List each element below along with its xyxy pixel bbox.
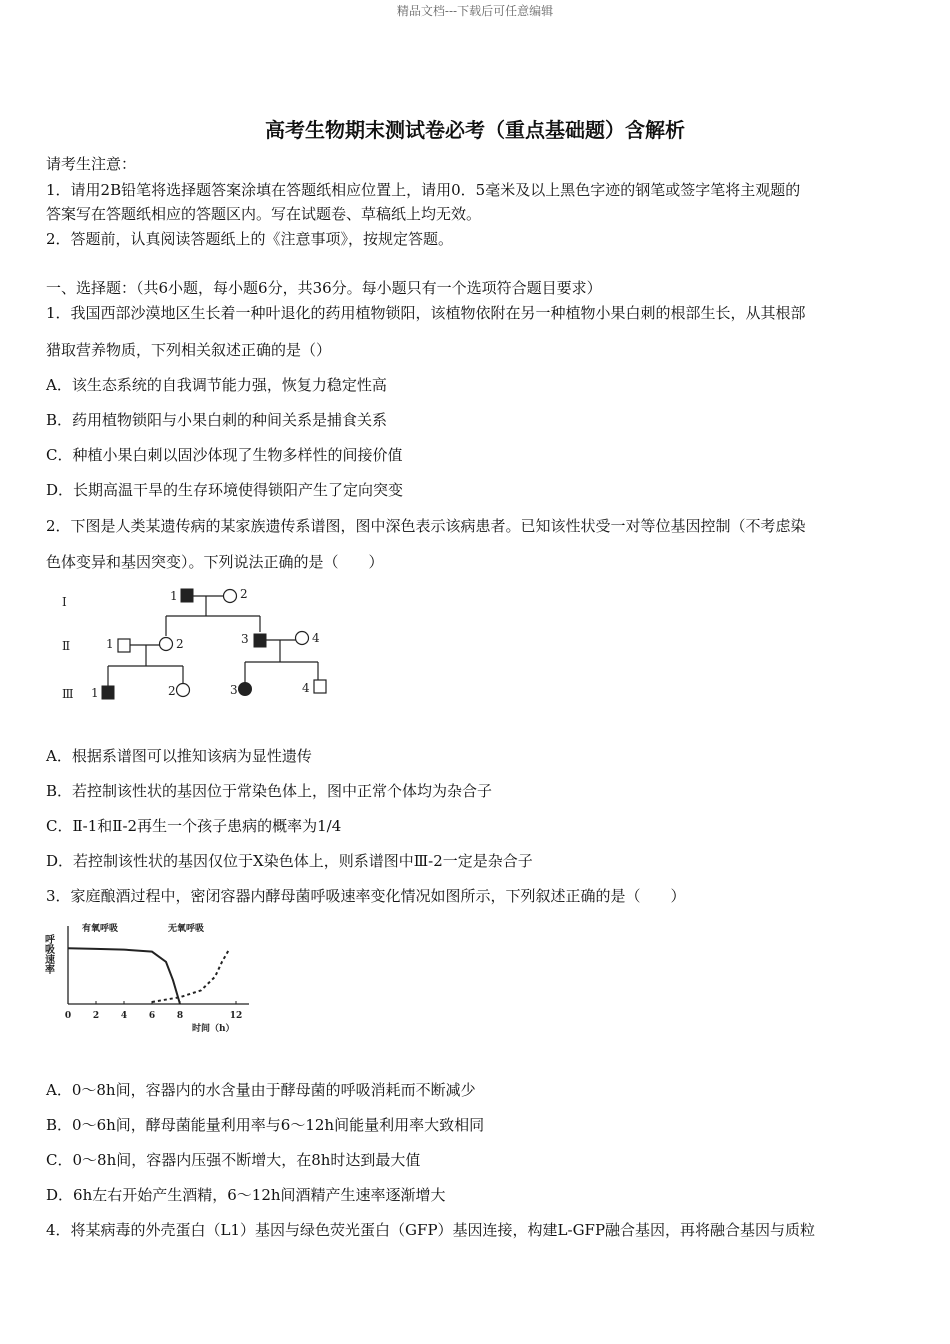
individual-III-4 [314,680,326,693]
q3-option-b: B．0～6h间，酵母菌能量利用率与6～12h间能量利用率大致相同 [46,1116,485,1134]
notice-line-1b: 答案写在答题纸相应的答题区内。写在试题卷、草稿纸上均无效。 [46,205,482,223]
individual-I-1 [181,589,193,602]
x-tick-label: 6 [148,1011,156,1021]
legend-aerobic: 有氧呼吸 [82,924,119,934]
label-III-4: 4 [302,681,310,695]
label-III-1: 1 [91,686,99,700]
gen-label-I: Ⅰ [62,595,67,609]
notice-line-1a: 1．请用2B铅笔将选择题答案涂填在答题纸相应位置上，请用0．5毫米及以上黑色字迹的钢笔或签字笔将主观题的 [46,181,801,199]
label-II-1: 1 [106,637,114,651]
label-I-2: 2 [240,587,248,601]
q1-option-b: B．药用植物锁阳与小果白刺的种间关系是捕食关系 [46,411,388,429]
individual-I-2 [224,590,237,603]
q1-stem-a: 1．我国西部沙漠地区生长着一种叶退化的药用植物锁阳，该植物依附在另一种植物小果白刺的根部生长，从其根部 [46,304,806,322]
q3-option-c: C．0～8h间，容器内压强不断增大，在8h时达到最大值 [46,1151,421,1169]
label-III-2: 2 [168,684,176,698]
q2-stem-a: 2．下图是人类某遗传病的某家族遗传系谱图，图中深色表示该病患者。已知该性状受一对等位基因控制（不考虑染 [46,517,806,535]
q1-option-c: C．种植小果白刺以固沙体现了生物多样性的间接价值 [46,446,403,464]
legend-anaerobic: 无氧呼吸 [168,924,205,934]
individual-II-3 [254,634,266,647]
document-title: 高考生物期末测试卷必考（重点基础题）含解析 [265,118,685,142]
individual-II-2 [160,638,173,651]
gen-label-II: Ⅱ [62,639,71,653]
y-axis-label: 呼吸速率 [42,934,54,974]
notice-line-2: 2．答题前，认真阅读答题纸上的《注意事项》，按规定答题。 [46,230,454,248]
page-header: 精品文档---下载后可任意编辑 [396,4,554,18]
x-tick-label: 2 [92,1011,100,1021]
section-heading: 一、选择题：（共6小题，每小题6分，共36分。每小题只有一个选项符合题目要求） [46,279,602,297]
label-II-2: 2 [176,637,184,651]
label-I-1: 1 [170,589,178,603]
x-tick-label: 12 [229,1011,243,1021]
label-II-3: 3 [241,632,249,646]
series-aerobic-line [68,948,180,1004]
q2-option-a: A．根据系谱图可以推知该病为显性遗传 [46,747,312,765]
series-anaerobic-line [152,950,229,1002]
q2-stem-b: 色体变异和基因突变）。下列说法正确的是（ ） [46,553,384,571]
q1-option-a: A．该生态系统的自我调节能力强，恢复力稳定性高 [46,376,387,394]
q4-stem: 4．将某病毒的外壳蛋白（L1）基因与绿色荧光蛋白（GFP）基因连接，构建L-GFP融合基因，再将融合基因与质粒 [46,1221,816,1239]
q2-option-c: C．Ⅱ-1和Ⅱ-2再生一个孩子患病的概率为1/4 [46,817,342,835]
notice-heading: 请考生注意： [46,155,137,173]
individual-II-4 [296,632,309,645]
gen-label-III: Ⅲ [62,687,74,701]
x-tick-label: 0 [64,1011,72,1021]
x-tick-label: 8 [176,1011,184,1021]
q3-option-a: A．0～8h间，容器内的水含量由于酵母菌的呼吸消耗而不断减少 [46,1081,476,1099]
q3-stem: 3．家庭酿酒过程中，密闭容器内酵母菌呼吸速率变化情况如图所示，下列叙述正确的是（ ） [46,887,686,905]
label-II-4: 4 [312,631,320,645]
individual-III-1 [102,686,114,699]
q3-option-d: D．6h左右开始产生酒精，6～12h间酒精产生速率逐渐增大 [46,1186,446,1204]
q1-option-d: D．长期高温干旱的生存环境使得锁阳产生了定向突变 [46,481,404,499]
pedigree-chart [50,580,350,710]
x-tick-label: 4 [120,1011,128,1021]
individual-III-3 [239,683,252,696]
individual-II-1 [118,639,130,652]
respiration-chart [44,912,264,1037]
q2-option-b: B．若控制该性状的基因位于常染色体上，图中正常个体均为杂合子 [46,782,493,800]
q1-stem-b: 猎取营养物质，下列相关叙述正确的是（） [46,341,332,359]
label-III-3: 3 [230,683,238,697]
individual-III-2 [177,684,190,697]
q2-option-d: D．若控制该性状的基因仅位于X染色体上，则系谱图中Ⅲ-2一定是杂合子 [46,852,533,870]
x-axis-label: 时间（h） [192,1024,235,1034]
